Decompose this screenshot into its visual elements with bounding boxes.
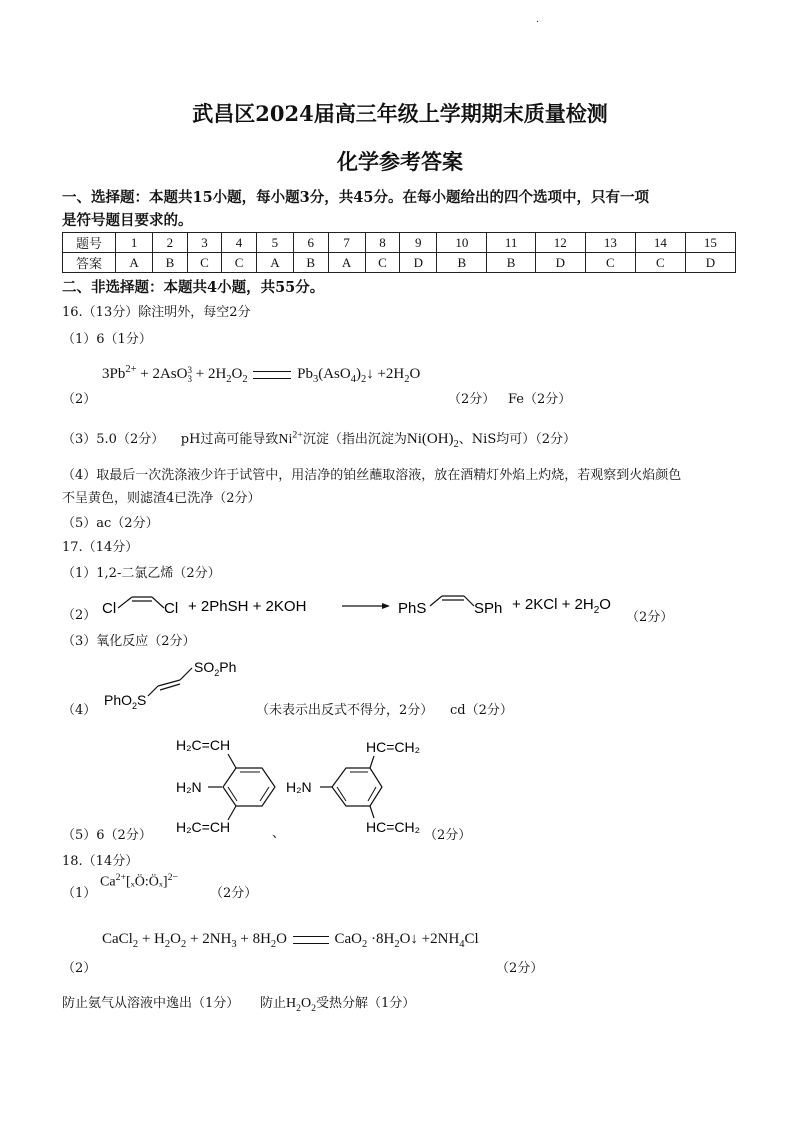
table-cell: B xyxy=(153,253,188,273)
table-cell: 13 xyxy=(585,233,635,253)
so2ph-top-label: $SO_2Ph$ xyxy=(194,659,237,678)
amine-label: H₂N xyxy=(286,779,312,795)
q17-reaction-scheme xyxy=(96,584,696,624)
page-title: 武昌区2024届高三年级上学期期末质量检测 xyxy=(192,101,608,126)
table-cell: C xyxy=(585,253,635,273)
reactant-cl-left: Cl xyxy=(102,600,117,617)
table-cell: 5 xyxy=(256,233,293,253)
q16-part4-line2: 不呈黄色，则滤渣4已洗净（2分） xyxy=(62,491,261,506)
table-cell: D xyxy=(535,253,585,273)
table-cell: A xyxy=(256,253,293,273)
vinyl-bottom-label: HC=CH₂ xyxy=(366,819,421,835)
q16-part2-label: （2） xyxy=(62,392,97,407)
table-row-label: 答案 xyxy=(63,253,116,273)
q18-part2-label: （2） xyxy=(62,961,97,976)
table-cell: 3 xyxy=(187,233,222,253)
q17-part5-separator: 、 xyxy=(272,826,286,841)
q18-part1-score: （2分） xyxy=(210,886,258,901)
q18-equation: CaCl$_2$ + $H_2O_2 + 2NH_3 + 8H_2O$ $CaO_2 \cdot 8H_2O↓ +2NH_4Cl$ xyxy=(102,931,479,950)
q17-part4-note: （未表示出反式不得分，2分） xyxy=(256,703,434,718)
table-cell: 15 xyxy=(685,233,735,253)
q18-electron-formula: $Ca^{2+}[_xÖ:Ö_x]^{2-}$ xyxy=(100,872,178,890)
table-cell: C xyxy=(187,253,222,273)
vinyl-top-label: HC=CH₂ xyxy=(366,739,421,755)
table-cell: 4 xyxy=(222,233,257,253)
table-cell: 2 xyxy=(153,233,188,253)
q16-equation: $3Pb^{2+} + 2AsO$ 3 3 + $2H_2O_2$ $Pb_3(AsO_4)_2↓ +2H_2O$ xyxy=(102,364,421,385)
q17-part4-label: （4） xyxy=(62,703,97,718)
q17-part2-label: （2） xyxy=(62,608,97,623)
reagents-text: + 2PhSH + 2KOH xyxy=(188,598,307,615)
vinyl-top-label: H₂C=CH xyxy=(176,737,231,753)
page-subtitle: 化学参考答案 xyxy=(337,149,463,174)
q17-part4-cd: cd（2分） xyxy=(450,703,513,718)
table-cell: 14 xyxy=(635,233,685,253)
q17-part1: （1）1,2-二氯乙烯（2分） xyxy=(62,566,221,581)
table-cell: 7 xyxy=(328,233,365,253)
table-cell: 1 xyxy=(116,233,153,253)
table-cell: D xyxy=(400,253,437,273)
table-cell: 11 xyxy=(487,233,535,253)
reactant-cl-right: Cl xyxy=(164,600,179,617)
table-cell: D xyxy=(685,253,735,273)
products-text: + $2KCl + 2H_2O$ xyxy=(512,596,611,616)
q18-part1-label: （1） xyxy=(62,886,97,901)
q16-part5: （5）ac（2分） xyxy=(62,516,159,531)
table-row-answers xyxy=(63,253,736,273)
q18-part3: 防止氨气从溶液中逸出（1分） 防止$H_2O_2$受热分解（1分） xyxy=(62,996,416,1014)
table-cell: C xyxy=(222,253,257,273)
q17-part5-score: （2分） xyxy=(424,828,472,843)
section1-line2: 是符号题目要求的。 xyxy=(62,212,193,229)
table-cell: B xyxy=(437,253,487,273)
corner-mark: . xyxy=(536,14,540,25)
q18-head: 18.（14分） xyxy=(62,854,139,869)
table-row-numbers xyxy=(63,233,736,253)
q16-part3: （3）5.0（2分） pH过高可能导致$Ni^{2+}$沉淀（指出沉淀为$Ni(OH)_2$、NiS均可）（2分） xyxy=(62,429,576,450)
table-cell: C xyxy=(365,253,400,273)
pho2s-label: PhO$_2$S xyxy=(104,692,147,711)
answer-table xyxy=(62,232,736,273)
product-phs: PhS xyxy=(398,600,427,617)
product-sph: SPh xyxy=(474,600,503,617)
section2-heading: 二、非选择题：本题共4小题，共55分。 xyxy=(62,279,325,296)
q17-structure-meta xyxy=(284,736,434,836)
table-cell: B xyxy=(487,253,535,273)
table-cell: B xyxy=(293,253,328,273)
q16-head: 16.（13分）除注明外，每空2分 xyxy=(62,305,251,320)
table-cell: A xyxy=(328,253,365,273)
q17-structure-ortho xyxy=(170,736,280,836)
table-cell: 10 xyxy=(437,233,487,253)
q17-head: 17.（14分） xyxy=(62,540,139,555)
table-row-label: 题号 xyxy=(63,233,116,253)
q17-part4-structure xyxy=(100,652,260,714)
q18-part2-score: （2分） xyxy=(496,961,544,976)
vinyl-bottom-label: H₂C=CH xyxy=(176,819,231,835)
section1-line1: 一、选择题：本题共15小题，每小题3分，共45分。在每小题给出的四个选项中，只有一项 xyxy=(62,189,649,206)
q16-part4-line1: （4）取最后一次洗涤液少许于试管中，用洁净的铂丝蘸取溶液，放在酒精灯外焰上灼烧，若观察到火焰颜色 xyxy=(62,468,682,483)
q17-part3: （3）氧化反应（2分） xyxy=(62,634,196,649)
q17-part5-label: （5）6（2分） xyxy=(62,828,152,843)
table-cell: A xyxy=(116,253,153,273)
amine-label: H₂N xyxy=(176,779,202,795)
table-cell: 6 xyxy=(293,233,328,253)
table-cell: C xyxy=(635,253,685,273)
q17-part2-score: （2分） xyxy=(626,610,674,625)
q16-part2-extra: Fe（2分） xyxy=(508,392,572,407)
table-cell: 8 xyxy=(365,233,400,253)
table-cell: 9 xyxy=(400,233,437,253)
q16-part2-score: （2分） xyxy=(448,392,496,407)
q16-part1: （1）6（1分） xyxy=(62,332,152,347)
table-cell: 12 xyxy=(535,233,585,253)
